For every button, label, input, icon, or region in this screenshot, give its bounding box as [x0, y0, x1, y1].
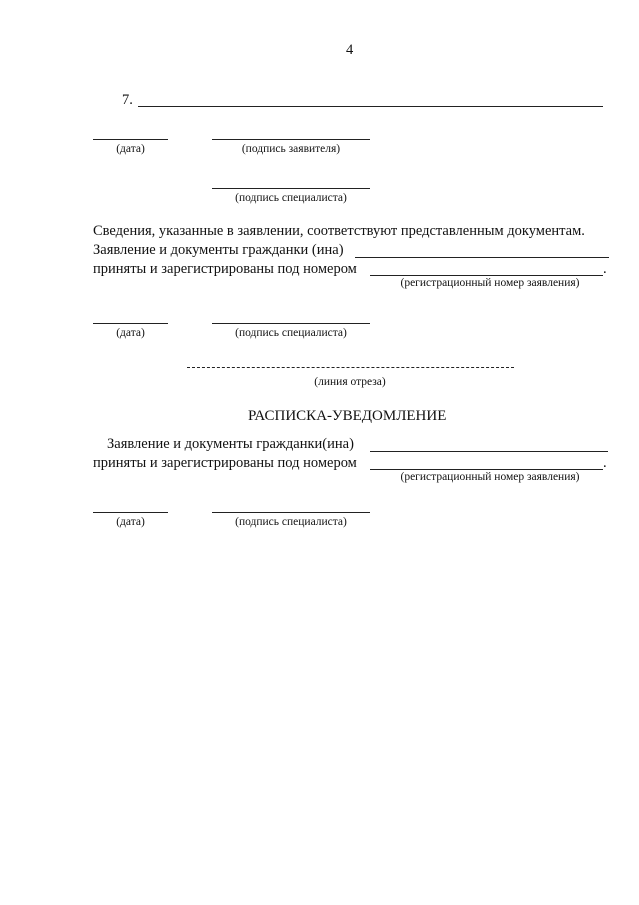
- cut-line: [187, 367, 514, 368]
- item-7-fill-line: [138, 106, 603, 107]
- specialist-signature-line-2: [212, 323, 370, 324]
- receipt-line-2: приняты и зарегистрированы под номером: [93, 455, 357, 471]
- specialist-signature-caption-2: (подпись специалиста): [235, 327, 347, 339]
- citizen-name-line: [355, 257, 609, 258]
- receipt-registration-number-line: [370, 469, 603, 470]
- cut-line-caption: (линия отреза): [314, 376, 386, 388]
- date-caption: (дата): [116, 143, 145, 155]
- receipt-date-caption: (дата): [116, 516, 145, 528]
- registration-number-caption: (регистрационный номер заявления): [400, 277, 580, 289]
- specialist-signature-caption: (подпись специалиста): [235, 192, 347, 204]
- specialist-signature-line: [212, 188, 370, 189]
- date-caption-2: (дата): [116, 327, 145, 339]
- registration-number-line: [370, 275, 603, 276]
- receipt-registration-number-caption: (регистрационный номер заявления): [400, 471, 580, 483]
- statement-line-1: Сведения, указанные в заявлении, соответствуют представленным документам.: [93, 223, 585, 239]
- applicant-signature-caption: (подпись заявителя): [241, 143, 341, 155]
- receipt-line-1: Заявление и документы гражданки(ина): [107, 436, 354, 452]
- receipt-specialist-signature-caption: (подпись специалиста): [235, 516, 347, 528]
- date-line-2: [93, 323, 168, 324]
- receipt-line-2-end: .: [603, 455, 607, 471]
- statement-line-3: приняты и зарегистрированы под номером: [93, 261, 357, 277]
- date-line: [93, 139, 168, 140]
- statement-line-2: Заявление и документы гражданки (ина): [93, 242, 344, 258]
- statement-line-3-end: .: [603, 261, 607, 277]
- receipt-specialist-signature-line: [212, 512, 370, 513]
- applicant-signature-line: [212, 139, 370, 140]
- page-number: 4: [346, 42, 354, 58]
- receipt-title: РАСПИСКА-УВЕДОМЛЕНИЕ: [248, 408, 447, 424]
- item-7-label: 7.: [122, 92, 133, 108]
- receipt-citizen-name-line: [370, 451, 608, 452]
- receipt-date-line: [93, 512, 168, 513]
